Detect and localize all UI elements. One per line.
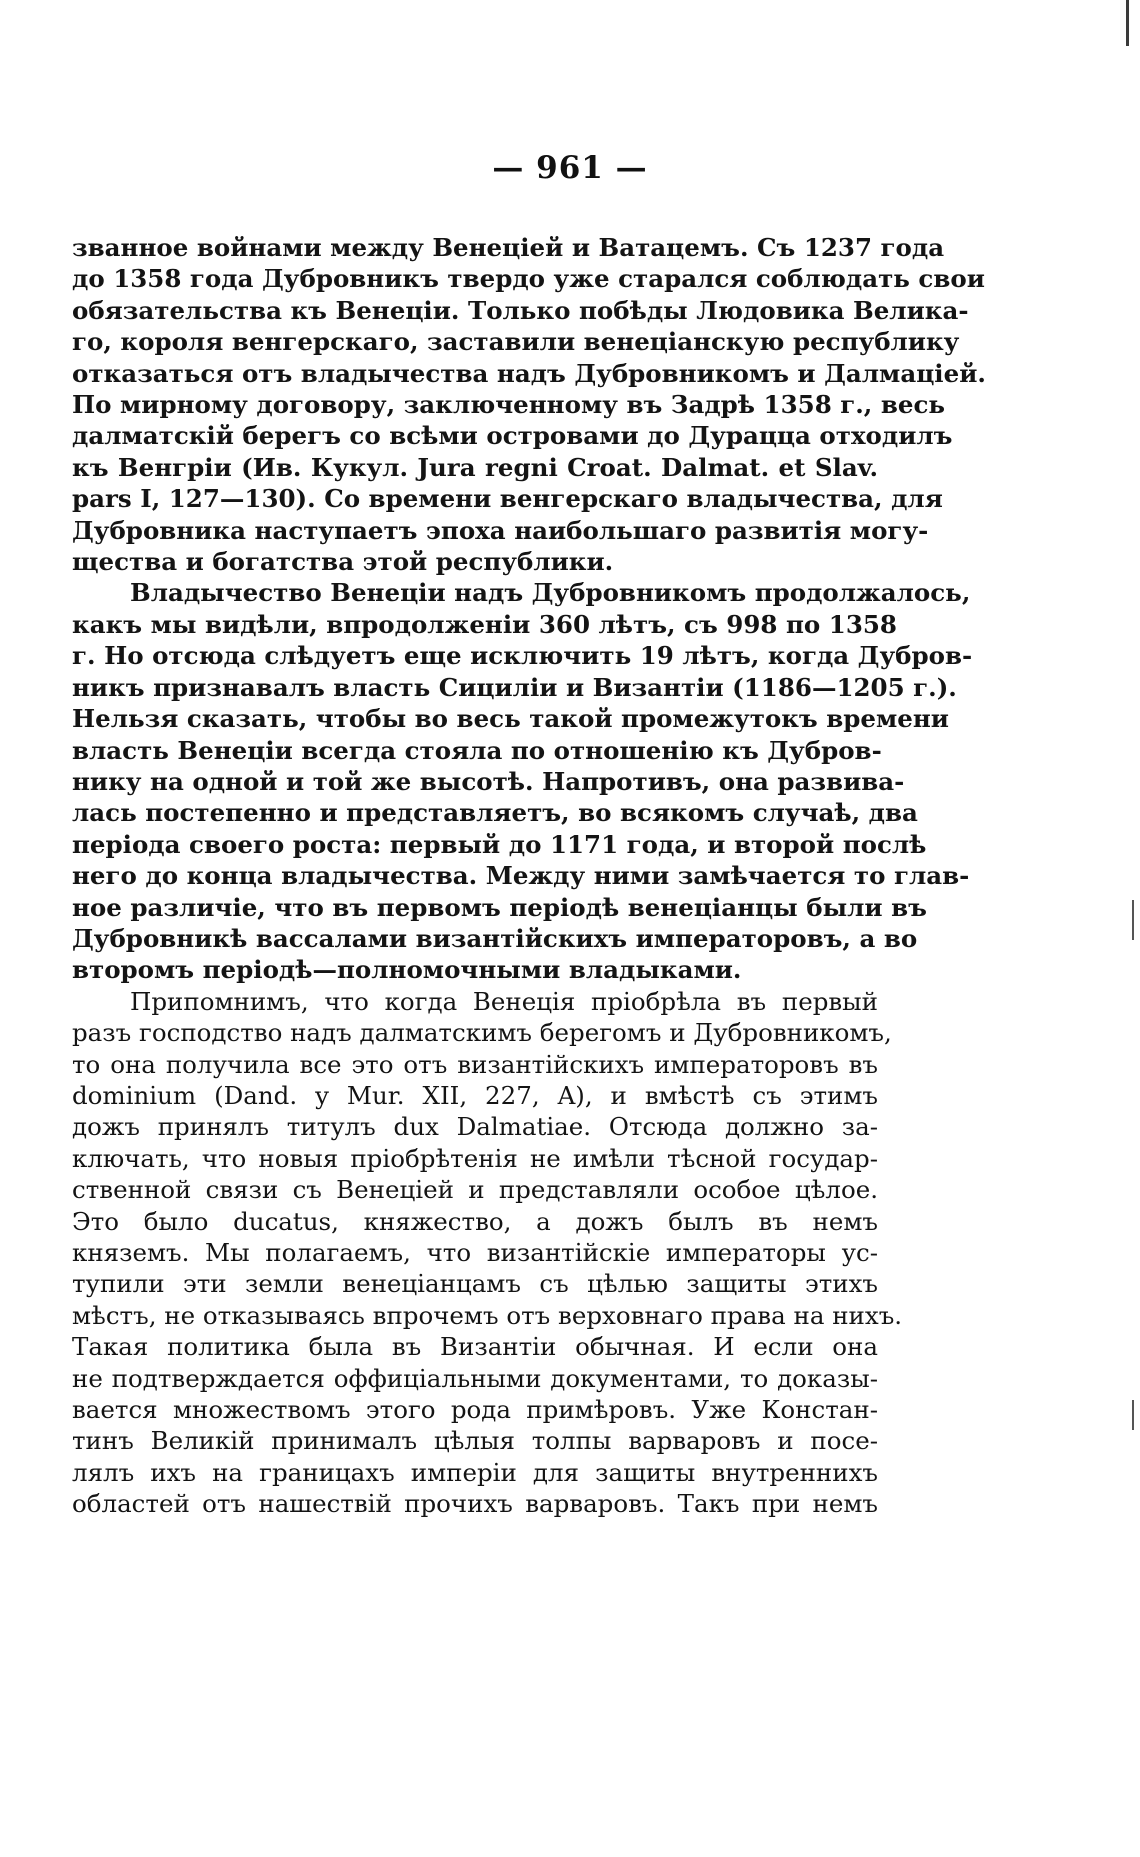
text-line: лялъ ихъ на границахъ имперіи для защиты внутреннихъ <box>72 1457 878 1487</box>
text-line: далматскій берегъ со всѣми островами до Дурацца отходилъ <box>72 421 953 451</box>
text-line: обязательства къ Венеціи. Только побѣды Людовика Велика- <box>72 295 969 325</box>
scan-edge-mark <box>1132 900 1134 940</box>
text-line: Дубровникѣ вассалами византійскихъ императоровъ, а во <box>72 923 918 953</box>
text-line: какъ мы видѣли, впродолженіи 360 лѣтъ, съ 998 по 1358 <box>72 609 897 639</box>
text-line: то она получила все это отъ византійскихъ императоровъ въ <box>72 1049 878 1079</box>
text-line: мѣстъ, не отказываясь впрочемъ отъ верховнаго права на нихъ. <box>72 1300 903 1330</box>
text-line: никъ признавалъ власть Сициліи и Византіи (1186—1205 г.). <box>72 672 957 702</box>
text-line: ключать, что новыя пріобрѣтенія не имѣли тѣсной государ- <box>72 1143 878 1173</box>
text-line: тинъ Великій принималъ цѣлыя толпы варваровъ и посе- <box>72 1426 878 1456</box>
text-line: нику на одной и той же высотѣ. Напротивъ, она развива- <box>72 766 905 796</box>
scan-edge-mark <box>1132 1400 1134 1430</box>
text-line: званное войнами между Венеціей и Ватацемъ. Съ 1237 года <box>72 233 945 262</box>
text-line: Нельзя сказать, чтобы во весь такой промежутокъ времени <box>72 704 949 734</box>
text-line: къ Венгріи (Ив. Кукул. Jura regni Croat. Dalmat. et Slav. <box>72 452 878 482</box>
text-line: власть Венеціи всегда стояла по отношенію къ Дубров- <box>72 735 882 765</box>
text-line: Такая политика была въ Византіи обычная. И если она <box>72 1332 878 1362</box>
text-line: Припомнимъ, что когда Венеція пріобрѣла въ первый <box>130 986 878 1016</box>
text-line: dominium (Dand. y Mur. XII, 227, A), и вмѣстѣ съ этимъ <box>72 1080 878 1110</box>
text-line: щества и богатства этой республики. <box>72 547 614 577</box>
text-line: По мирному договору, заключенному въ Задрѣ 1358 г., весь <box>72 390 946 420</box>
body-text <box>72 232 986 1520</box>
text-line: не подтверждается оффиціальными документами, то доказы- <box>72 1363 878 1393</box>
text-line: ное различіе, что въ первомъ періодѣ венеціанцы были въ <box>72 892 927 922</box>
text-line: княземъ. Мы полагаемъ, что византійскіе императоры ус- <box>72 1238 878 1267</box>
text-line: періода своего роста: первый до 1171 года, и второй послѣ <box>72 829 927 859</box>
text-line: ственной связи съ Венеціей и представляли особое цѣлое. <box>72 1175 878 1205</box>
text-line: разъ господство надъ далматскимъ берегомъ и Дубровникомъ, <box>72 1018 892 1048</box>
text-line: Дубровника наступаетъ эпоха наибольшаго развитія могу- <box>72 515 929 545</box>
text-line: областей отъ нашествій прочихъ варваровъ. Такъ при немъ <box>72 1489 878 1519</box>
scan-edge-mark <box>1126 0 1129 46</box>
text-line: второмъ періодѣ—полномочными владыками. <box>72 955 742 985</box>
text-line: Это было ducatus, княжество, а дожъ былъ въ немъ <box>72 1206 878 1236</box>
text-line: лась постепенно и представляетъ, во всякомъ случаѣ, два <box>72 798 918 828</box>
text-line: pars I, 127—130). Со времени венгерскаго владычества, для <box>72 484 943 514</box>
text-line: г. Но отсюда слѣдуетъ еще исключить 19 лѣтъ, когда Дубров- <box>72 641 973 671</box>
text-line: до 1358 года Дубровникъ твердо уже старался соблюдать свои <box>72 264 985 294</box>
text-line: него до конца владычества. Между ними замѣчается то глав- <box>72 861 970 891</box>
text-line: тупили эти земли венеціанцамъ съ цѣлью защиты этихъ <box>72 1269 878 1299</box>
page-number: — 961 — <box>492 150 648 186</box>
text-line: отказаться отъ владычества надъ Дубровникомъ и Далмаціей. <box>72 358 986 388</box>
text-line: дожъ принялъ титулъ dux Dalmatiae. Отсюда должно за- <box>72 1112 878 1142</box>
text-line: Владычество Венеціи надъ Дубровникомъ продолжалось, <box>130 578 971 608</box>
text-line: вается множествомъ этого рода примѣровъ. Уже Констан- <box>72 1395 878 1425</box>
text-line: го, короля венгерскаго, заставили венеціанскую республику <box>72 327 960 357</box>
